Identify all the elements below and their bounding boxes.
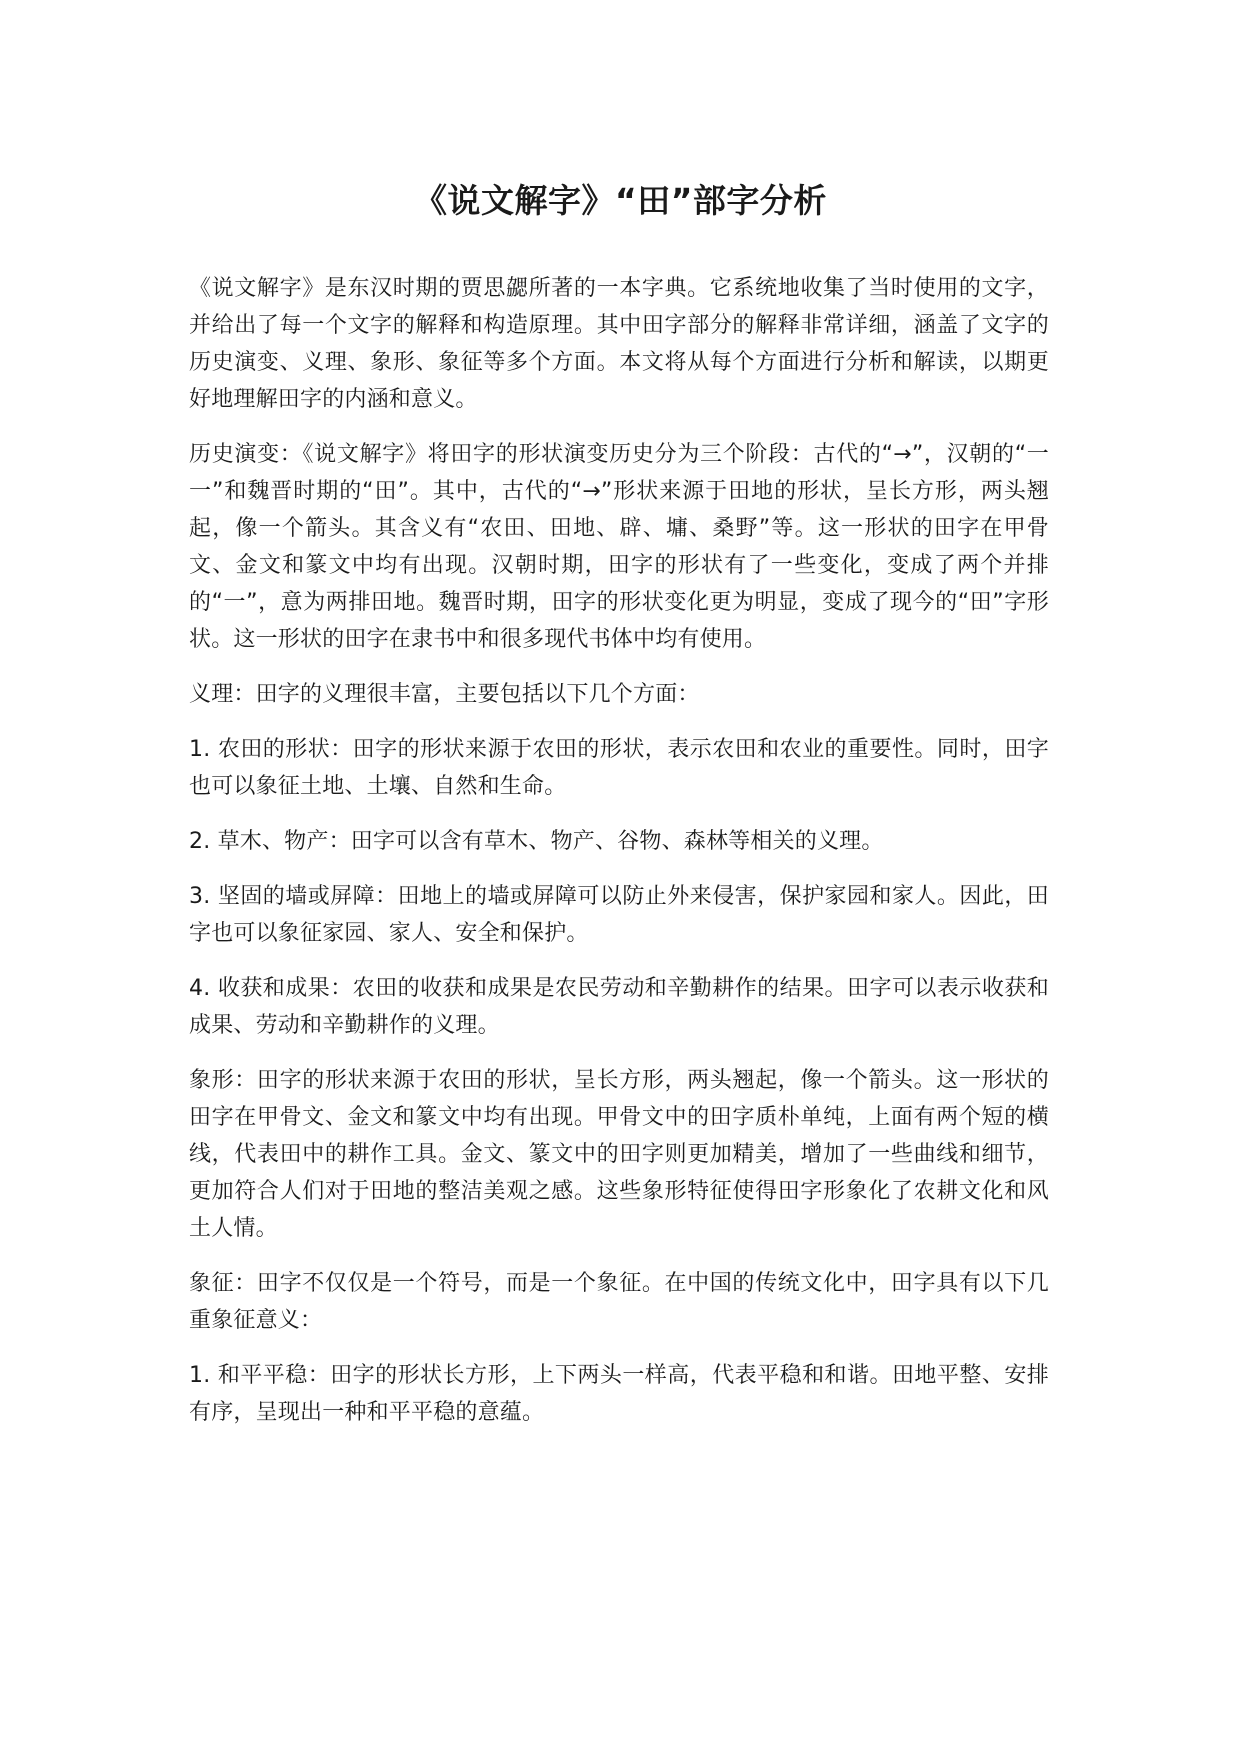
paragraph-meaning-item-1: 1. 农田的形状：田字的形状来源于农田的形状，表示农田和农业的重要性。同时，田字也可以象征土地、土壤、自然和生命。: [189, 737, 1049, 799]
paragraph-history: 历史演变：《说文解字》将田字的形状演变历史分为三个阶段：古代的“→”，汉朝的“一一”和魏晋时期的“田”。其中，古代的“→”形状来源于田地的形状，呈长方形，两头翘起，像一个箭头。其含义有“农田、田地、辟、墉、桑野”等。这一形状的田字在甲骨文、金文和篆文中均有出现。汉朝时期，田字的形状有了一些变化，变成了两个并排的“一”，意为两排田地。魏晋时期，田字的形状变化更为明显，变成了现今的“田”字形状。这一形状的田字在隶书中和很多现代书体中均有使用。: [189, 442, 1049, 652]
document-title: 《说文解字》“田”部字分析: [414, 181, 827, 220]
paragraph-pictograph: 象形：田字的形状来源于农田的形状，呈长方形，两头翘起，像一个箭头。这一形状的田字在甲骨文、金文和篆文中均有出现。甲骨文中的田字质朴单纯，上面有两个短的横线，代表田中的耕作工具。金文、篆文中的田字则更加精美，增加了一些曲线和细节，更加符合人们对于田地的整洁美观之感。这些象形特征使得田字形象化了农耕文化和风土人情。: [189, 1068, 1049, 1241]
paragraph-meaning-item-2: 2. 草木、物产：田字可以含有草木、物产、谷物、森林等相关的义理。: [189, 829, 884, 854]
paragraph-intro: 《说文解字》是东汉时期的贾思勰所著的一本字典。它系统地收集了当时使用的文字，并给出了每一个文字的解释和构造原理。其中田字部分的解释非常详细，涵盖了文字的历史演变、义理、象形、象征等多个方面。本文将从每个方面进行分析和解读，以期更好地理解田字的内涵和意义。: [189, 276, 1049, 412]
paragraph-meaning-item-4: 4. 收获和成果：农田的收获和成果是农民劳动和辛勤耕作的结果。田字可以表示收获和成果、劳动和辛勤耕作的义理。: [189, 976, 1049, 1038]
document-body: [189, 270, 1049, 1449]
paragraph-meaning-heading: 义理：田字的义理很丰富，主要包括以下几个方面：: [189, 682, 700, 707]
paragraph-symbolism-heading: 象征：田字不仅仅是一个符号，而是一个象征。在中国的传统文化中，田字具有以下几重象征意义：: [189, 1271, 1049, 1333]
paragraph-symbolism-item-1: 1. 和平平稳：田字的形状长方形，上下两头一样高，代表平稳和和谐。田地平整、安排有序，呈现出一种和平平稳的意蕴。: [189, 1363, 1049, 1425]
paragraph-meaning-item-3: 3. 坚固的墙或屏障：田地上的墙或屏障可以防止外来侵害，保护家园和家人。因此，田字也可以象征家园、家人、安全和保护。: [189, 884, 1049, 946]
